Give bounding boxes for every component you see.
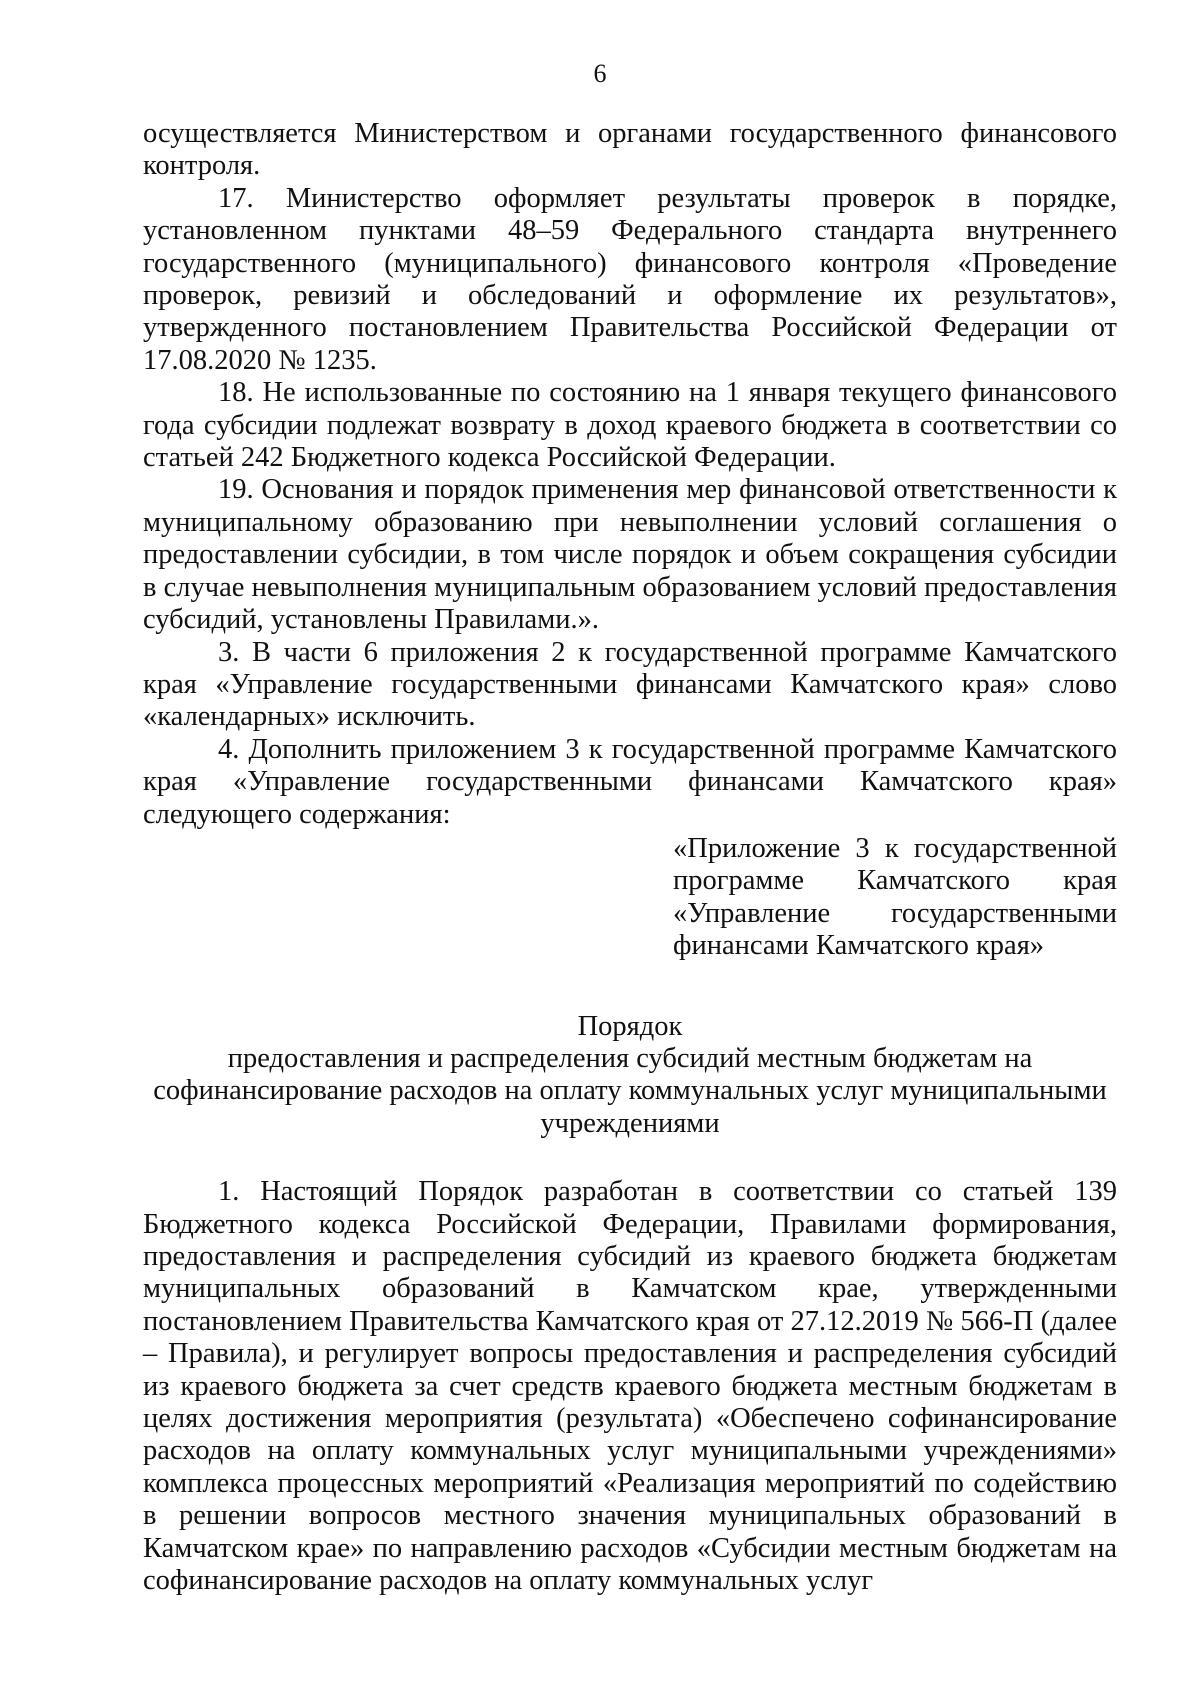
order-paragraph-1: 1. Настоящий Порядок разработан в соответствии со статьей 139 Бюджетного кодекса Российской Федерации, Правилами формирования, предоставления и распределения субсидий из краевого бюджета бюджетам муниципальных образований в Камчатском крае, утвержденными постановлением Правительства Камчатского края от 27.12.2019 № 566-П (далее – Правила), и регулирует вопросы предоставления и распределения субсидий из краевого бюджета за счет средств краевого бюджета местным бюджетам в целях достижения мероприятия (результата) «Обеспечено софинансирование расходов на оплату коммунальных услуг муниципальными учреждениями» комплекса процессных мероприятий «Реализация мероприятий по содействию в решении вопросов местного значения муниципальных образований в Камчатском крае» по направлению расходов «Субсидии местным бюджетам на софинансирование расходов на оплату коммунальных услуг xyxy=(143,1176,1117,1597)
paragraph-item-3: 3. В части 6 приложения 2 к государственной программе Камчатского края «Управление государственными финансами Камчатского края» слово «календарных» исключить. xyxy=(143,636,1117,733)
title-heading: Порядок xyxy=(577,1010,683,1042)
paragraph-item-17: 17. Министерство оформляет результаты проверок в порядке, установленном пунктами 48–59 Федерального стандарта внутреннего государственного (муниципального) финансового контроля «Проведение проверок, ревизий и обследований и оформление их результатов», утвержденного постановлением Правительства Российской Федерации от 17.08.2020 № 1235. xyxy=(143,182,1117,376)
paragraph-item-18: 18. Не использованные по состоянию на 1 января текущего финансового года субсидии подлежат возврату в доход краевого бюджета в соответствии со статьей 242 Бюджетного кодекса Российской Федерации. xyxy=(143,377,1117,474)
document-body xyxy=(143,118,1117,1597)
annex-reference: «Приложение 3 к государственной программе Камчатского края «Управление государственными финансами Камчатского края» xyxy=(673,832,1117,962)
page-number: 6 xyxy=(593,59,607,88)
title-subtitle-line-2: софинансирование расходов на оплату коммунальных услуг муниципальными xyxy=(153,1075,1107,1107)
title-subtitle-line-1: предоставления и распределения субсидий местным бюджетам на xyxy=(227,1042,1033,1074)
paragraph-item-4: 4. Дополнить приложением 3 к государственной программе Камчатского края «Управление государственными финансами Камчатского края» следующего содержания: xyxy=(143,733,1117,830)
paragraph-continuation: осуществляется Министерством и органами государственного финансового контроля. xyxy=(143,118,1117,182)
title-subtitle-line-3: учреждениями xyxy=(540,1107,720,1139)
paragraph-item-19: 19. Основания и порядок применения мер финансовой ответственности к муниципальному образованию при невыполнении условий соглашения о предоставлении субсидии, в том числе порядок и объем сокращения субсидии в случае невыполнения муниципальным образованием условий предоставления субсидий, установлены Правилами.». xyxy=(143,474,1117,636)
document-title xyxy=(143,1011,1117,1141)
